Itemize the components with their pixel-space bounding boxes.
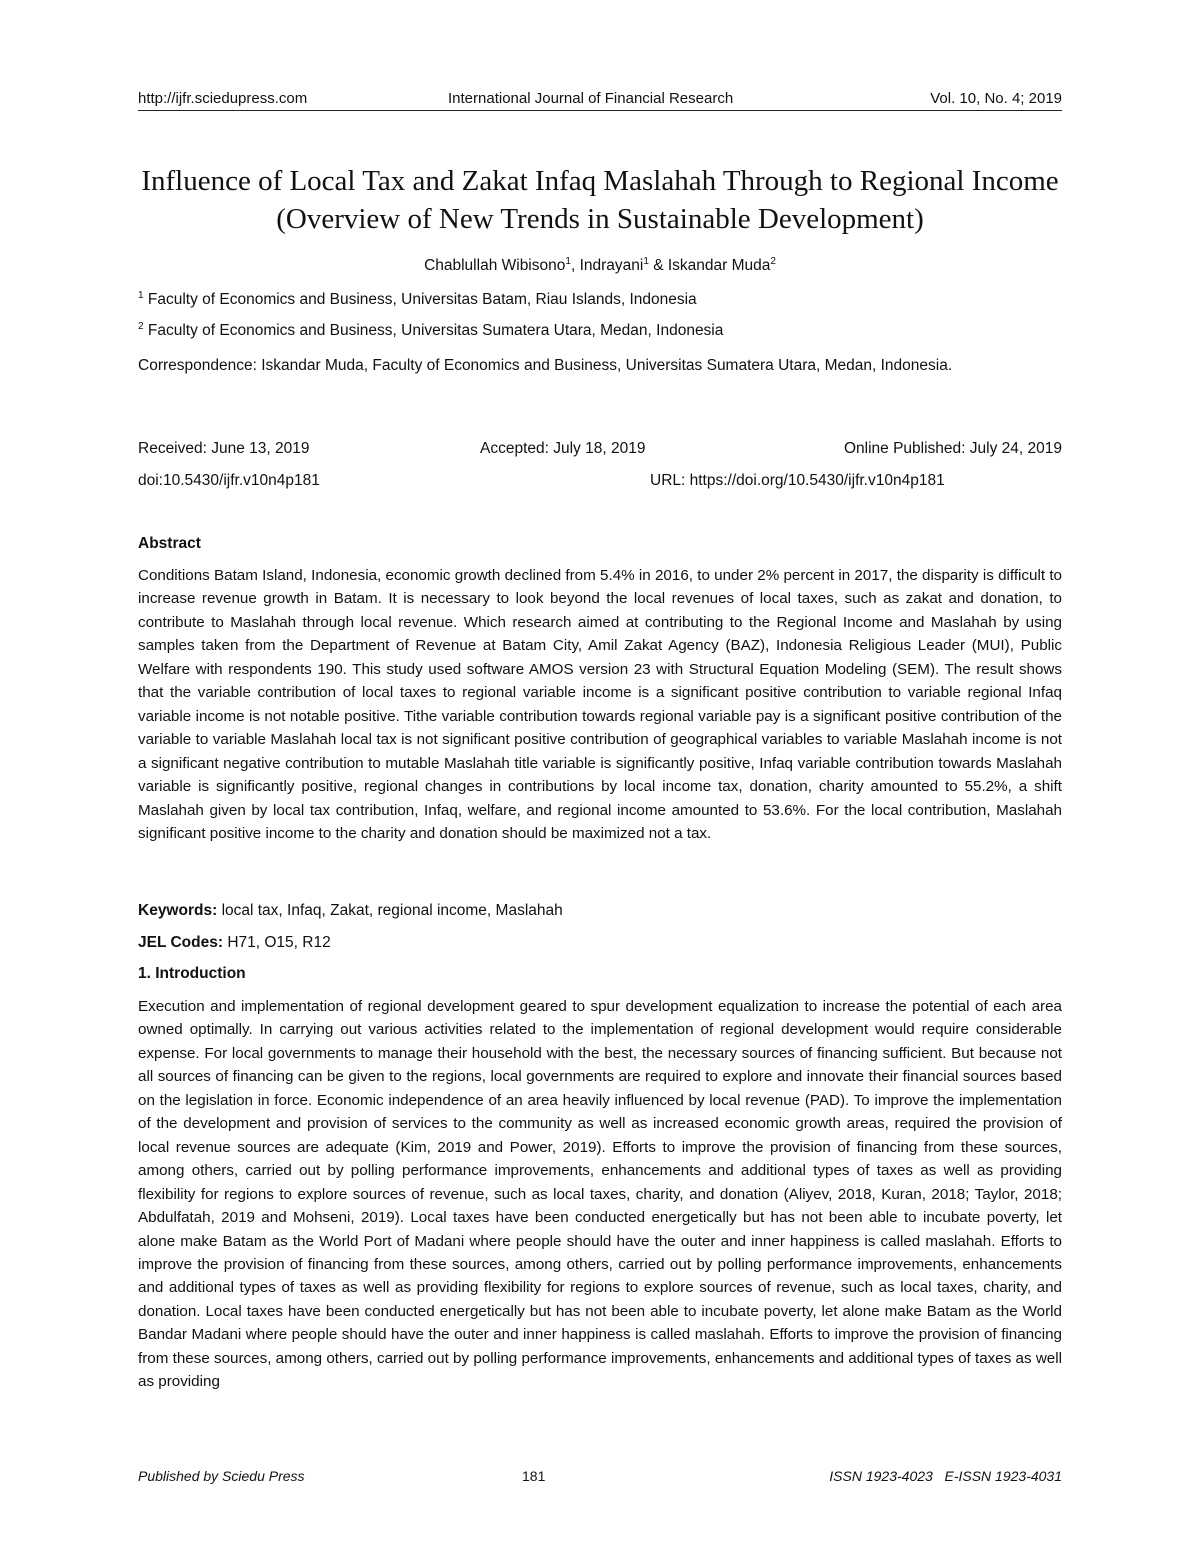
introduction-text: Execution and implementation of regional development geared to spur development equalization to increase the potential of each area owned optimally. In carrying out various activities related to the implementation of regional development would require considerable expense. For local governments to manage their household with the best, the necessary sources of financing sufficient. But because not all sources of financing can be given to the regions, local governments are required to explore and innovate their financial sources based on the legislation in force. Economic independence of an area heavily influenced by local revenue (PAD). To improve the implementation of the development and provision of services to the community as well as increased economic growth areas, required the provision of local revenue sources are adequate (Kim, 2019 and Power, 2019). Efforts to improve the provision of financing from these sources, among others, carried out by polling performance improvements, enhancements and additional types of taxes as well as providing flexibility for regions to explore sources of revenue, such as local taxes, charity, and donation (Aliyev, 2018, Kuran, 2018; Taylor, 2018; Abdulfatah, 2019 and Mohseni, 2019). Local taxes have been conducted energetically but has not been able to incubate poverty, let alone make Batam as the World Port of Madani where people should have the outer and inner happiness is called maslahah. Efforts to improve the provision of financing from these sources, among others, carried out by polling performance improvements, enhancements and additional types of taxes as well as providing flexibility for regions to explore sources of revenue, such as local taxes, charity, and donation. Local taxes have been conducted energetically but has not been able to incubate poverty, let alone make Batam as the World Bandar Madani where people should have the outer and inner happiness is called maslahah. Efforts to improve the provision of financing from these sources, among others, carried out by polling performance improvements, enhancements and additional types of taxes as well as providing xyxy=(138,998,1062,1391)
abstract-heading: Abstract xyxy=(138,535,201,552)
author-name: Chablullah Wibisono xyxy=(424,257,566,274)
introduction-heading: 1. Introduction xyxy=(138,965,246,982)
author-affil-sup: 2 xyxy=(770,255,776,267)
author-name: Indrayani xyxy=(579,257,644,274)
page-footer xyxy=(138,1468,1062,1490)
received-date: Received: June 13, 2019 xyxy=(138,440,310,457)
keywords-text: local tax, Infaq, Zakat, regional income, Maslahah xyxy=(221,902,563,919)
affil-sup: 1 xyxy=(138,289,144,301)
jel-label: JEL Codes: xyxy=(138,934,223,951)
author-affil-sup: 1 xyxy=(643,255,649,267)
jel-codes: H71, O15, R12 xyxy=(227,934,331,951)
author-separator: , xyxy=(570,257,580,274)
affil-text: Faculty of Economics and Business, Universitas Batam, Riau Islands, Indonesia xyxy=(147,291,697,308)
publisher-name: Published by Sciedu Press xyxy=(138,1468,305,1484)
jel-line xyxy=(138,934,1062,952)
affil-sup: 2 xyxy=(138,320,144,332)
paper-title: Influence of Local Tax and Zakat Infaq Maslahah Through to Regional Income (Overview of New Trends in Sustainable Development) xyxy=(141,165,1059,235)
doi-text: doi:10.5430/ijfr.v10n4p181 xyxy=(138,472,320,489)
journal-name: International Journal of Financial Research xyxy=(448,90,734,107)
abstract-text: Conditions Batam Island, Indonesia, economic growth declined from 5.4% in 2016, to under 2% percent in 2017, the disparity is difficult to increase revenue growth in Batam. It is necessary to look beyond the local revenues of local taxes, such as zakat and donation, to contribute to Maslahah through local revenue. Which research aimed at contributing to the Regional Income and Maslahah by using samples taken from the Department of Revenue at Batam City, Amil Zakat Agency (BAZ), Indonesia Religious Leader (MUI), Public Welfare with respondents 190. This study used software AMOS version 23 with Structural Equation Modeling (SEM). The result shows that the variable contribution of local taxes to regional variable income is a significant positive contribution to variable regional Infaq variable income is not notable positive. Tithe variable contribution towards regional variable pay is a significant positive contribution of the variable to variable Maslahah local tax is not significant positive contribution of geographical variables to variable Maslahah income is not a significant negative contribution to mutable Maslahah title variable is significantly positive, Infaq variable contribution towards Maslahah variable is significantly positive, regional changes in contributions by local income tax, donation, charity amounted to 55.2%, a shift Maslahah given by local tax contribution, Infaq, welfare, and regional income amounted to 53.6%. For the local contribution, Maslahah significant positive income to the charity and donation should be maximized not a tax. xyxy=(138,567,1062,842)
author-affil-sup: 1 xyxy=(565,255,571,267)
published-date: Online Published: July 24, 2019 xyxy=(843,440,1062,457)
doi-url-link[interactable]: URL: https://doi.org/10.5430/ijfr.v10n4p181 xyxy=(650,472,945,489)
keywords-line xyxy=(138,902,1062,920)
accepted-date: Accepted: July 18, 2019 xyxy=(480,440,646,457)
keywords-label: Keywords: xyxy=(138,902,218,919)
doi-row xyxy=(138,472,1062,494)
correspondence: Correspondence: Iskandar Muda, Faculty of Economics and Business, Universitas Sumatera Utara, Medan, Indonesia. xyxy=(138,357,953,374)
author-separator: & xyxy=(648,257,668,274)
volume-info: Vol. 10, No. 4; 2019 xyxy=(930,90,1062,107)
page-number: 181 xyxy=(522,1468,546,1484)
affiliation-2 xyxy=(138,320,1062,342)
affil-text: Faculty of Economics and Business, Universitas Sumatera Utara, Medan, Indonesia xyxy=(147,322,724,339)
journal-url[interactable]: http://ijfr.sciedupress.com xyxy=(138,90,308,107)
affiliation-1 xyxy=(138,289,1062,311)
issn-info: ISSN 1923-4023 E-ISSN 1923-4031 xyxy=(829,1468,1062,1484)
author-name: Iskandar Muda xyxy=(667,257,771,274)
running-header xyxy=(138,88,1062,111)
author-list xyxy=(138,257,1062,275)
publication-dates xyxy=(138,440,1062,462)
